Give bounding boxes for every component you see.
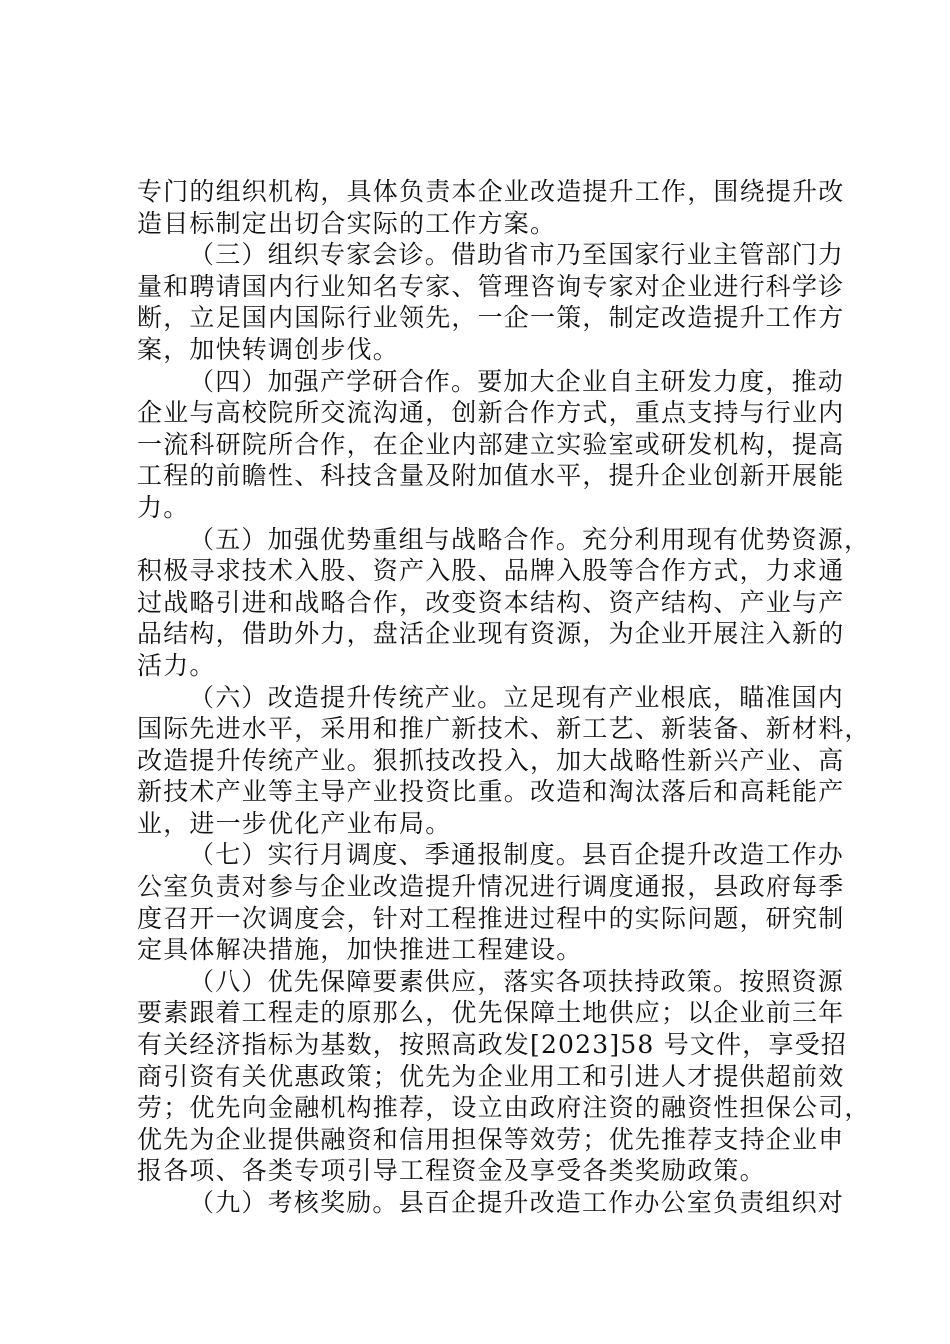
text-line: 业，进一步优化产业布局。 bbox=[137, 808, 452, 838]
text-line: 公室负责对参与企业改造提升情况进行调度通报，县政府每季 bbox=[137, 872, 845, 902]
text-line: 量和聘请国内行业知名专家、管理咨询专家对企业进行科学诊 bbox=[137, 271, 845, 301]
text-line: 有关经济指标为基数，按照高政发[2023]58 号文件，享受招 bbox=[137, 1030, 848, 1060]
text-line: 断，立足国内国际行业领先，一企一策，制定改造提升工作方 bbox=[137, 303, 845, 333]
text-line: 工程的前瞻性、科技含量及附加值水平，提升企业创新开展能 bbox=[137, 461, 845, 491]
text-line: 力。 bbox=[137, 492, 190, 522]
text-line: 改造提升传统产业。狠抓技改投入，加大战略性新兴产业、高 bbox=[137, 745, 845, 775]
text-line: 优先为企业提供融资和信用担保等效劳；优先推荐支持企业申 bbox=[137, 1124, 845, 1154]
text-line: 积极寻求技术入股、资产入股、品牌入股等合作方式，力求通 bbox=[137, 556, 845, 586]
text-line: 企业与高校院所交流沟通，创新合作方式，重点支持与行业内 bbox=[137, 398, 845, 428]
paragraph-start-line: （四）加强产学研合作。要加大企业自主研发力度，推动 bbox=[189, 366, 845, 396]
text-line: 商引资有关优惠政策；优先为企业用工和引进人才提供超前效 bbox=[137, 1061, 845, 1091]
text-line: 报各项、各类专项引导工程资金及享受各类奖励政策。 bbox=[137, 1156, 766, 1186]
text-line: 过战略引进和战略合作，改变资本结构、资产结构、产业与产 bbox=[137, 587, 845, 617]
document-body bbox=[137, 176, 871, 1219]
text-line: 案，加快转调创步伐。 bbox=[137, 334, 400, 364]
paragraph-start-line: （三）组织专家会诊。借助省市乃至国家行业主管部门力 bbox=[189, 240, 845, 270]
text-line: 新技术产业等主导产业投资比重。改造和淘汰落后和高耗能产 bbox=[137, 777, 845, 807]
text-line: 一流科研院所合作，在企业内部建立实验室或研发机构，提高 bbox=[137, 429, 845, 459]
paragraph-start-line: （七）实行月调度、季通报制度。县百企提升改造工作办 bbox=[189, 840, 845, 870]
text-line: 劳；优先向金融机构推荐，设立由政府注资的融资性担保公司， bbox=[137, 1093, 871, 1123]
paragraph-start-line: （六）改造提升传统产业。立足现有产业根底，瞄准国内 bbox=[189, 682, 845, 712]
text-line: 定具体解决措施，加快推进工程建设。 bbox=[137, 935, 583, 965]
text-line: 度召开一次调度会，针对工程推进过程中的实际问题，研究制 bbox=[137, 903, 845, 933]
text-line: 活力。 bbox=[137, 650, 216, 680]
paragraph-start-line: （八）优先保障要素供应，落实各项扶持政策。按照资源 bbox=[189, 966, 845, 996]
paragraph-start-line: （九）考核奖励。县百企提升改造工作办公室负责组织对 bbox=[189, 1188, 845, 1217]
text-line: 造目标制定出切合实际的工作方案。 bbox=[137, 208, 557, 238]
text-line: 品结构，借助外力，盘活企业现有资源，为企业开展注入新的 bbox=[137, 619, 845, 649]
text-line: 国际先进水平，采用和推广新技术、新工艺、新装备、新材料， bbox=[137, 714, 871, 744]
text-line: 要素跟着工程走的原那么，优先保障土地供应；以企业前三年 bbox=[137, 998, 845, 1028]
text-line: 专门的组织机构，具体负责本企业改造提升工作，围绕提升改 bbox=[137, 177, 845, 206]
paragraph-start-line: （五）加强优势重组与战略合作。充分利用现有优势资源， bbox=[189, 524, 871, 554]
